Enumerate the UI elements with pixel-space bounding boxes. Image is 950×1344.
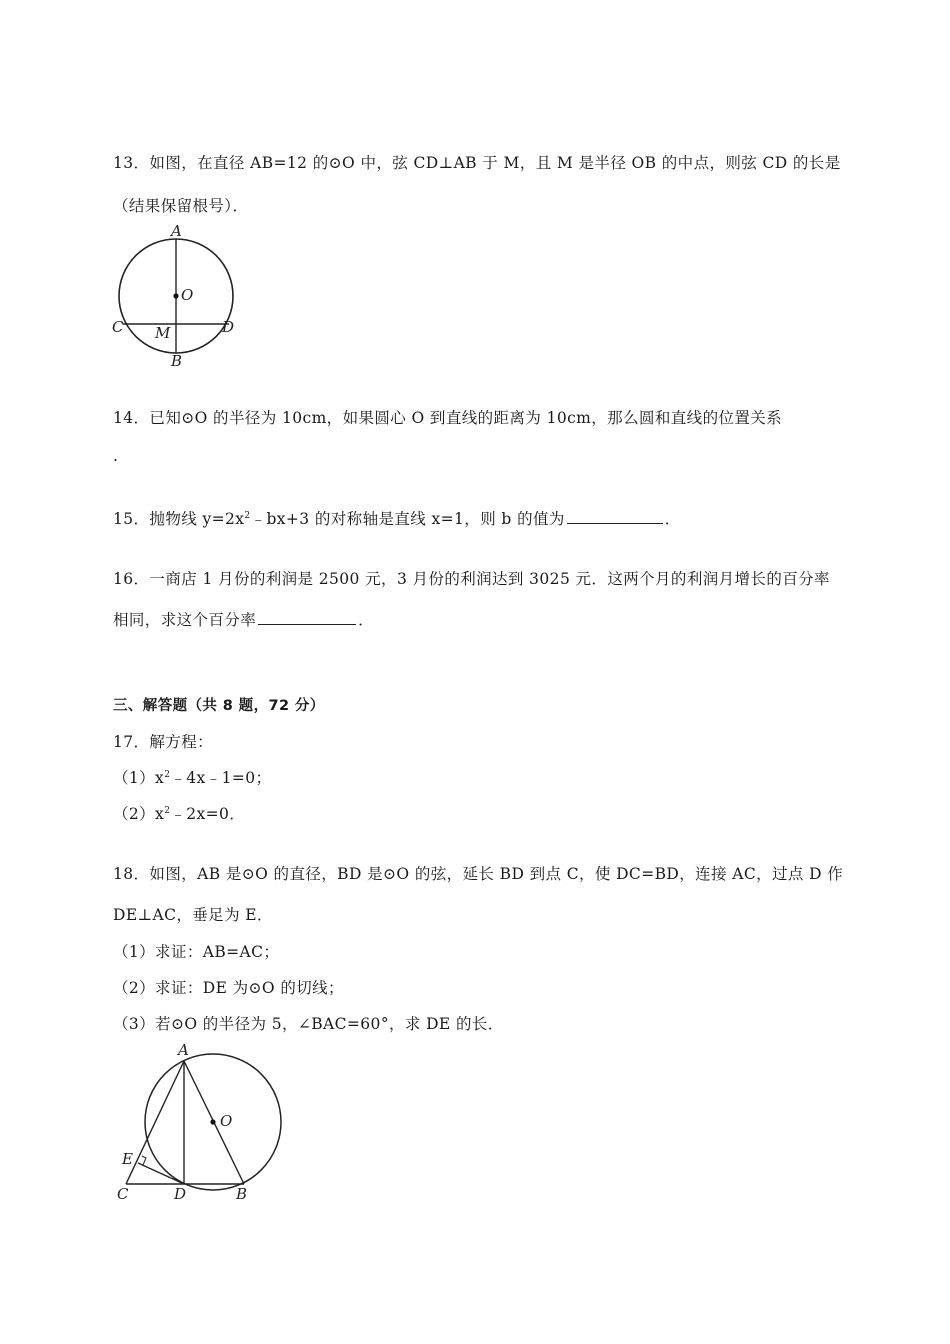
q13-text-line1: 13．如图，在直径 AB=12 的⊙O 中，弦 CD⊥AB 于 M，且 M 是半径 OB 的中点，则弦 CD 的长是	[113, 154, 841, 172]
q17-part2-exponent: 2	[164, 806, 171, 816]
q18-label-d: D	[174, 1185, 187, 1203]
q15-answer-blank[interactable]	[567, 508, 663, 525]
q18-text-line1: 18．如图，AB 是⊙O 的直径，BD 是⊙O 的弦，延长 BD 到点 C，使 DC=BD，连接 AC，过点 D 作	[113, 865, 844, 883]
q13-text-line2: （结果保留根号）．	[113, 197, 249, 215]
q18-label-b: B	[236, 1185, 248, 1203]
q13-label-a: A	[171, 222, 182, 240]
q14-text-line1: 14．已知⊙O 的半径为 10cm，如果圆心 O 到直线的距离为 10cm，那么圆和直线的位置关系	[113, 409, 783, 427]
q17-title: 17．解方程：	[113, 733, 214, 751]
q13-label-d: D	[222, 318, 235, 336]
q13-label-m: M	[155, 324, 171, 342]
q16-answer-blank[interactable]	[258, 609, 356, 626]
q13-label-b: B	[171, 352, 183, 370]
q16-text-end: ．	[358, 611, 375, 629]
q15-text-pre: 15．抛物线 y=2x	[113, 510, 245, 528]
q18-part1: （1）求证：AB=AC；	[113, 943, 280, 961]
q17-part2-pre: （2）x	[113, 805, 165, 823]
q13-label-c: C	[112, 318, 124, 336]
q17-part2-post: ﹣2x=0．	[170, 805, 246, 823]
q15-exponent: 2	[244, 511, 251, 521]
q18-part3: （3）若⊙O 的半径为 5，∠BAC=60°，求 DE 的长．	[113, 1015, 504, 1033]
q17-part1-pre: （1）x	[113, 769, 165, 787]
q15-text	[113, 507, 681, 529]
q15-text-end: ．	[664, 510, 681, 528]
q16-text-line2	[113, 608, 374, 630]
q18-label-e: E	[122, 1150, 133, 1168]
q13-label-o: O	[181, 286, 194, 304]
section3-title: 三、解答题（共 8 题，72 分）	[113, 698, 325, 714]
q17-part1	[113, 766, 271, 788]
q14-text-line2: .	[113, 447, 119, 465]
q18-text-line2: DE⊥AC，垂足为 E．	[113, 906, 273, 924]
q18-label-c: C	[117, 1185, 129, 1203]
q18-triangle-circle-figure	[112, 1040, 292, 1205]
q17-part1-exponent: 2	[164, 770, 171, 780]
q17-part2	[113, 802, 245, 824]
q18-label-o: O	[220, 1112, 233, 1130]
q16-text-line1: 16．一商店 1 月份的利润是 2500 元，3 月份的利润达到 3025 元．这两个月的利润月增长的百分率	[113, 570, 830, 588]
q17-part1-post: ﹣4x﹣1=0；	[170, 769, 272, 787]
q13-circle-figure	[108, 222, 248, 372]
q18-label-a: A	[178, 1041, 189, 1059]
q18-part2: （2）求证：DE 为⊙O 的切线；	[113, 979, 344, 997]
q15-text-mid: ﹣bx+3 的对称轴是直线 x=1，则 b 的值为	[250, 510, 565, 528]
q16-text-pre: 相同，求这个百分率	[113, 611, 257, 629]
